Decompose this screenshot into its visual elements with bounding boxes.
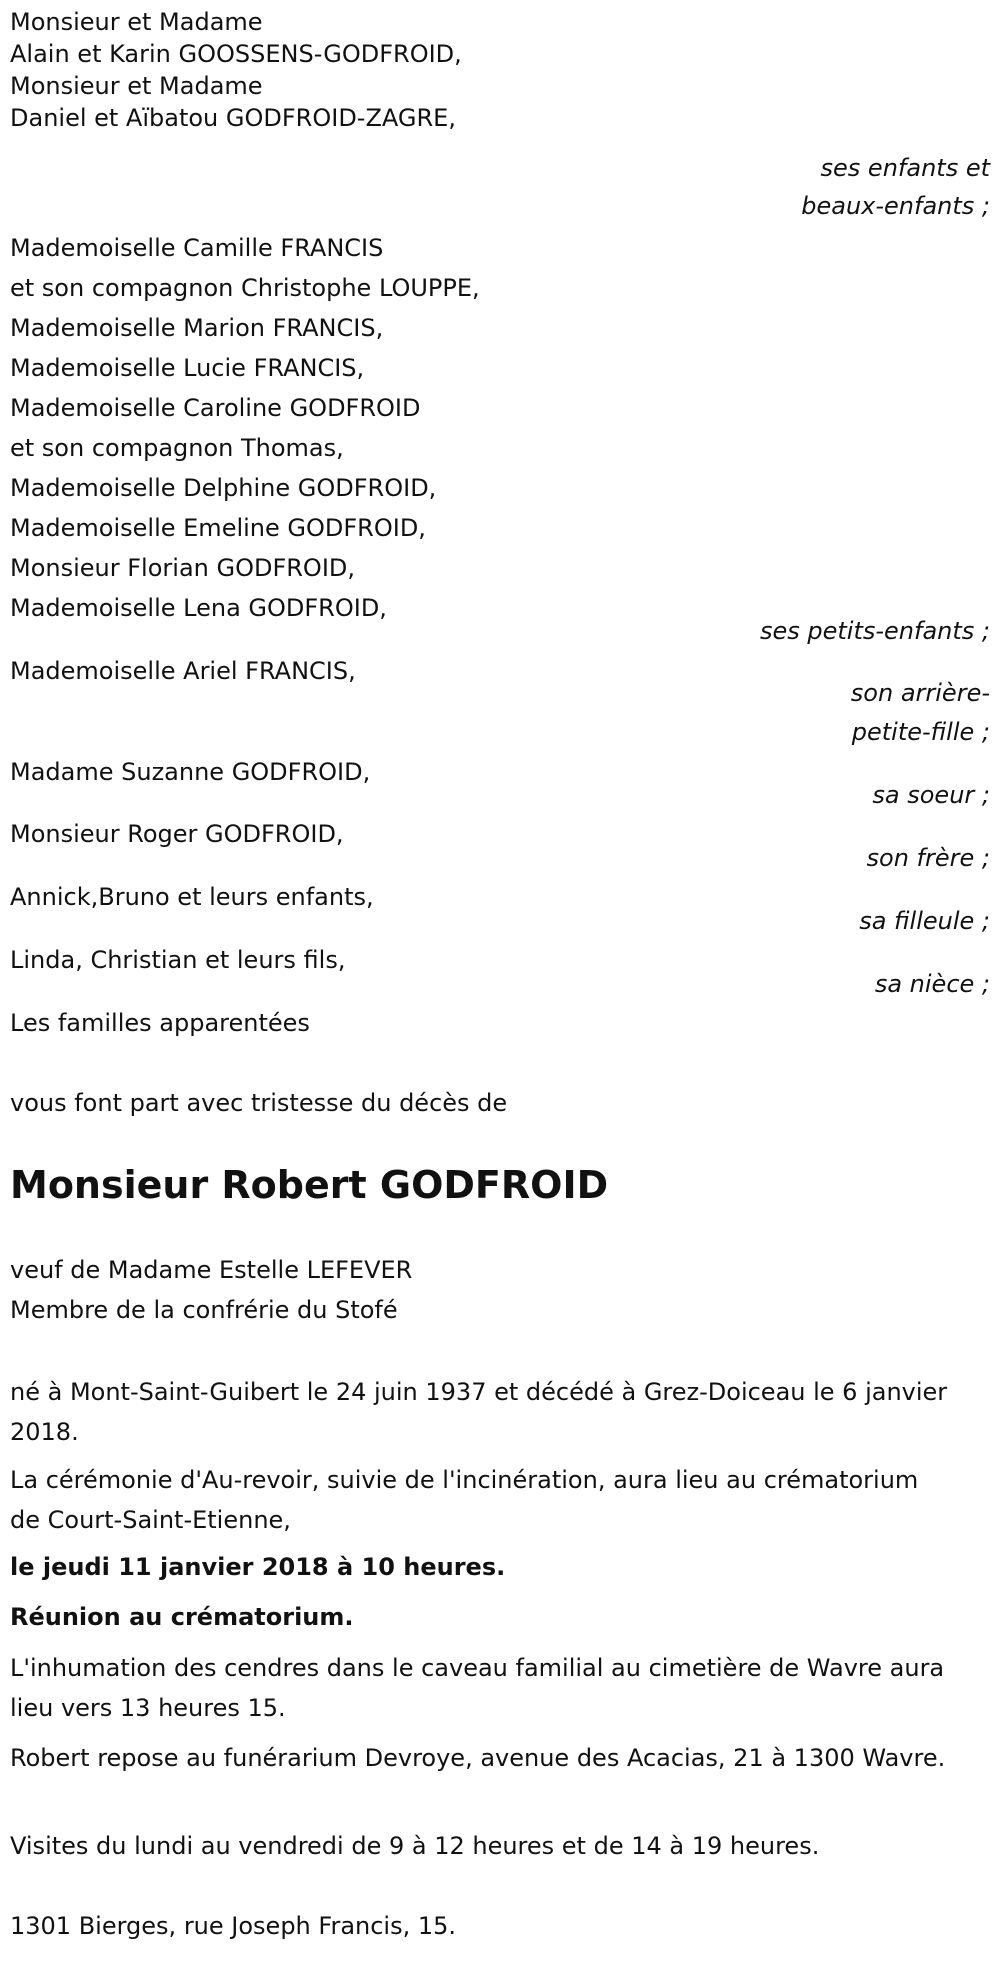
burial-text: L'inhumation des cendres dans le caveau familial au cimetière de Wavre aura lieu vers 13 heures 15. bbox=[10, 1654, 945, 1722]
meeting-text: Réunion au crématorium. bbox=[10, 1603, 354, 1631]
niece-name: Linda, Christian et leurs fils, bbox=[10, 946, 346, 974]
grandchild-name: Mademoiselle Camille FRANCIS bbox=[10, 234, 384, 262]
related-families: Les familles apparentées bbox=[10, 1009, 310, 1037]
deceased-name: Monsieur Robert GODFROID bbox=[10, 1163, 609, 1207]
ceremony-text: La cérémonie d'Au-revoir, suivie de l'incinération, aura lieu au crématorium de Court-Saint-Etienne, bbox=[10, 1466, 919, 1534]
great-grandchild-relation: petite-fille ; bbox=[851, 718, 990, 746]
grandchild-name: Mademoiselle Emeline GODFROID, bbox=[10, 514, 426, 542]
grandchildren-relation: ses petits-enfants ; bbox=[759, 617, 990, 645]
child-name: Monsieur et Madame bbox=[10, 72, 263, 100]
sister-relation: sa soeur ; bbox=[872, 781, 990, 809]
announcement-text: vous font part avec tristesse du décès de bbox=[10, 1089, 508, 1117]
widower-line: veuf de Madame Estelle LEFEVER bbox=[10, 1256, 413, 1284]
great-grandchild-name: Mademoiselle Ariel FRANCIS, bbox=[10, 657, 356, 685]
child-name: Alain et Karin GOOSSENS-GODFROID, bbox=[10, 40, 462, 68]
child-name: Daniel et Aïbatou GODFROID-ZAGRE, bbox=[10, 104, 456, 132]
grandchild-name: Mademoiselle Delphine GODFROID, bbox=[10, 474, 437, 502]
sister-name: Madame Suzanne GODFROID, bbox=[10, 758, 371, 786]
children-relation: beaux-enfants ; bbox=[801, 192, 990, 220]
child-name: Monsieur et Madame bbox=[10, 8, 263, 36]
grandchild-name: Mademoiselle Caroline GODFROID bbox=[10, 394, 421, 422]
children-relation: ses enfants et bbox=[820, 154, 990, 182]
great-grandchild-relation: son arrière- bbox=[850, 679, 990, 707]
repose-text: Robert repose au funérarium Devroye, avenue des Acacias, 21 à 1300 Wavre. bbox=[10, 1744, 946, 1772]
ceremony-date-time: le jeudi 11 janvier 2018 à 10 heures. bbox=[10, 1553, 506, 1581]
visits-text: Visites du lundi au vendredi de 9 à 12 heures et de 14 à 19 heures. bbox=[10, 1832, 820, 1860]
niece-relation: sa nièce ; bbox=[874, 970, 990, 998]
grandchild-name: Monsieur Florian GODFROID, bbox=[10, 554, 356, 582]
birth-death-text: né à Mont-Saint-Guibert le 24 juin 1937 et décédé à Grez-Doiceau le 6 janvier 2018. bbox=[10, 1378, 948, 1446]
brother-relation: son frère ; bbox=[866, 844, 990, 872]
goddaughter-relation: sa filleule ; bbox=[859, 907, 990, 935]
grandchild-name: Mademoiselle Lena GODFROID, bbox=[10, 594, 387, 622]
grandchild-name: et son compagnon Christophe LOUPPE, bbox=[10, 274, 480, 302]
brother-name: Monsieur Roger GODFROID, bbox=[10, 820, 344, 848]
goddaughter-name: Annick,Bruno et leurs enfants, bbox=[10, 883, 374, 911]
grandchild-name: et son compagnon Thomas, bbox=[10, 434, 344, 462]
address-text: 1301 Bierges, rue Joseph Francis, 15. bbox=[10, 1912, 457, 1940]
membership-line: Membre de la confrérie du Stofé bbox=[10, 1296, 398, 1324]
grandchild-name: Mademoiselle Lucie FRANCIS, bbox=[10, 354, 365, 382]
grandchild-name: Mademoiselle Marion FRANCIS, bbox=[10, 314, 384, 342]
